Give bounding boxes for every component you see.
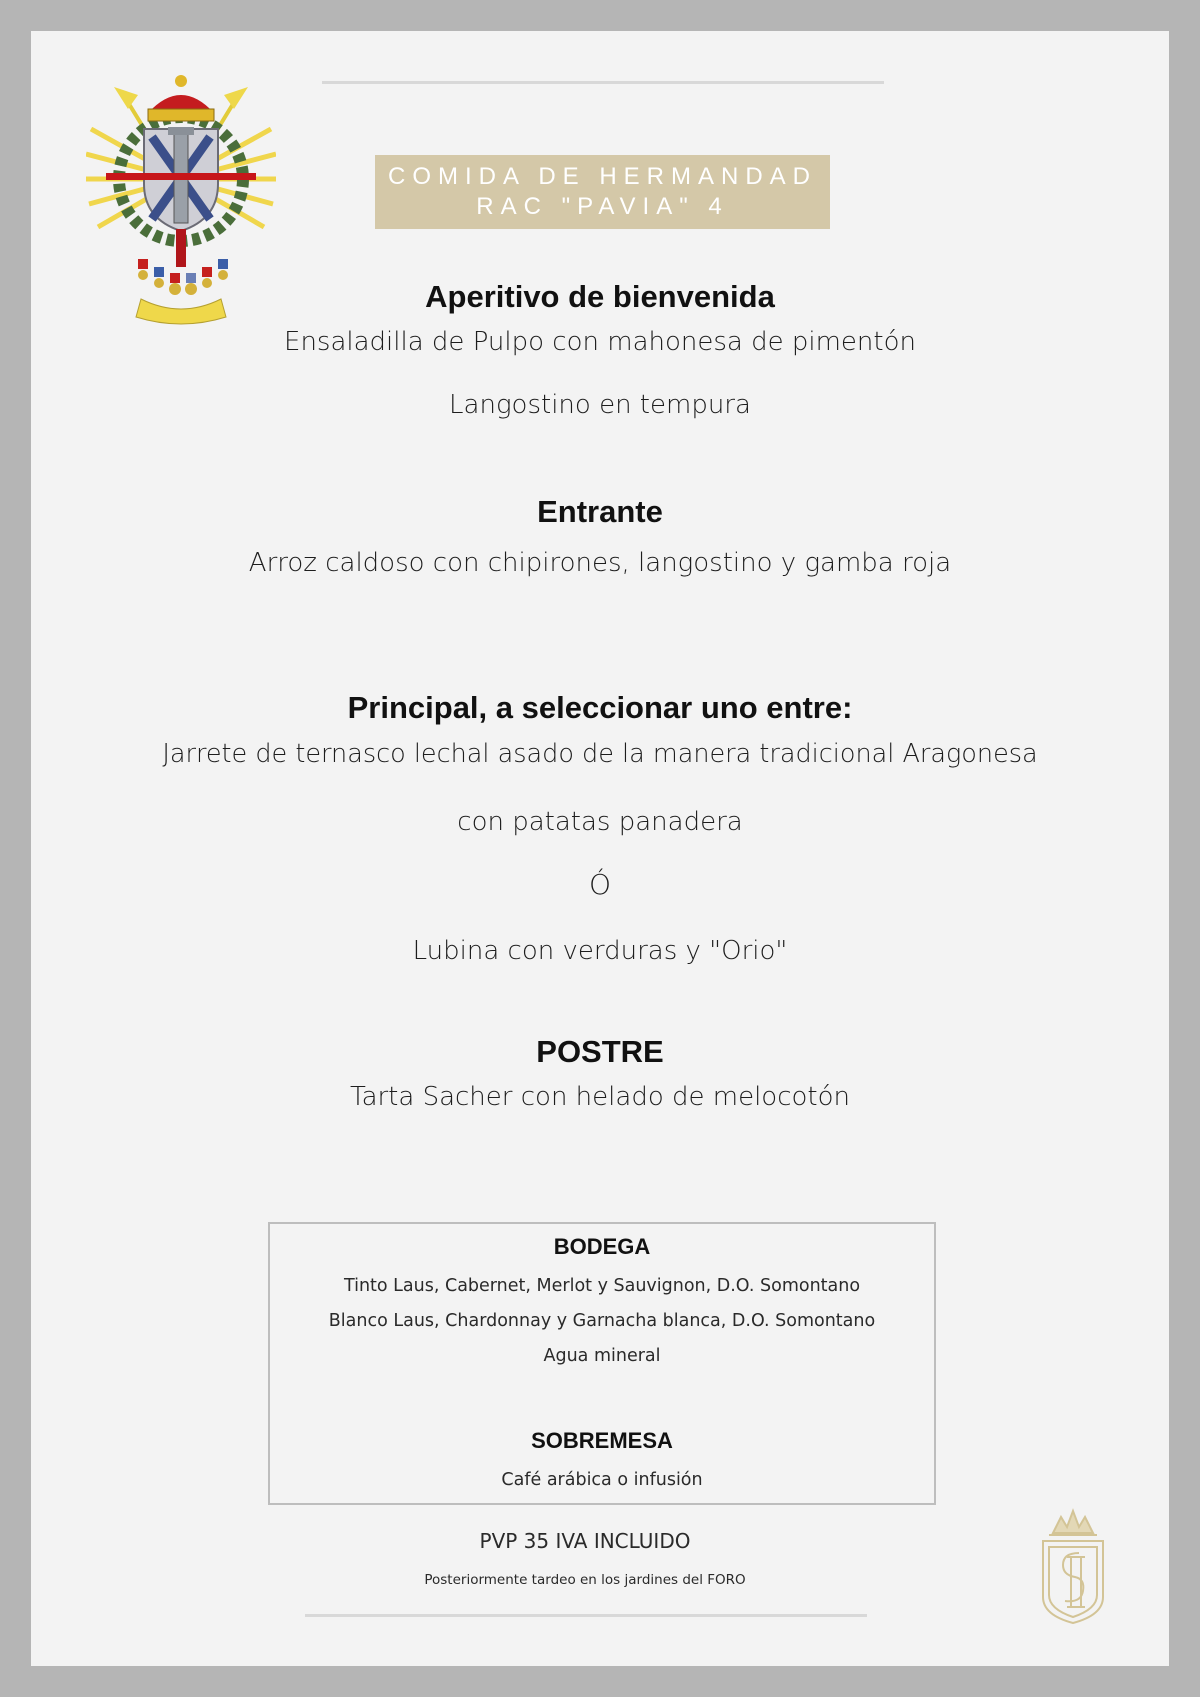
- principal-option-1-side: con patatas panadera: [457, 807, 743, 837]
- menu-sheet: [31, 31, 1169, 1666]
- event-title-banner: [375, 155, 830, 229]
- principal-separator: Ó: [588, 868, 612, 901]
- drinks-box: [268, 1222, 936, 1505]
- crown-monogram-icon: [1031, 1507, 1115, 1627]
- sobremesa-heading: SOBREMESA: [531, 1428, 673, 1453]
- principal-heading: Principal, a seleccionar uno entre:: [347, 690, 853, 725]
- bodega-heading: BODEGA: [553, 1234, 651, 1259]
- postre-item: Tarta Sacher con helado de melocotón: [349, 1082, 850, 1112]
- bodega-item: Tinto Laus, Cabernet, Merlot y Sauvignon, D.O. Somontano: [343, 1276, 861, 1296]
- aperitivo-heading: Aperitivo de bienvenida: [425, 279, 775, 314]
- bodega-item: Agua mineral: [543, 1346, 661, 1366]
- top-divider: [322, 81, 884, 84]
- bodega-item: Blanco Laus, Chardonnay y Garnacha blanca, D.O. Somontano: [328, 1311, 876, 1331]
- footer-note: Posteriormente tardeo en los jardines del FORO: [424, 1572, 746, 1588]
- bottom-divider: [305, 1614, 867, 1617]
- event-title-line1: COMIDA DE HERMANDAD: [387, 163, 818, 190]
- principal-option-2: Lubina con verduras y "Orio": [412, 936, 788, 966]
- aperitivo-item: Ensaladilla de Pulpo con mahonesa de pimentón: [284, 327, 916, 357]
- aperitivo-item: Langostino en tempura: [449, 390, 751, 420]
- price-label: PVP 35 IVA INCLUIDO: [479, 1529, 691, 1553]
- event-title-line2: RAC "PAVIA" 4: [476, 193, 729, 220]
- entrante-heading: Entrante: [537, 494, 663, 529]
- entrante-item: Arroz caldoso con chipirones, langostino y gamba roja: [248, 548, 952, 578]
- postre-heading: POSTRE: [536, 1034, 664, 1069]
- sobremesa-item: Café arábica o infusión: [501, 1470, 703, 1490]
- principal-option-1: Jarrete de ternasco lechal asado de la manera tradicional Aragonesa: [162, 739, 1038, 769]
